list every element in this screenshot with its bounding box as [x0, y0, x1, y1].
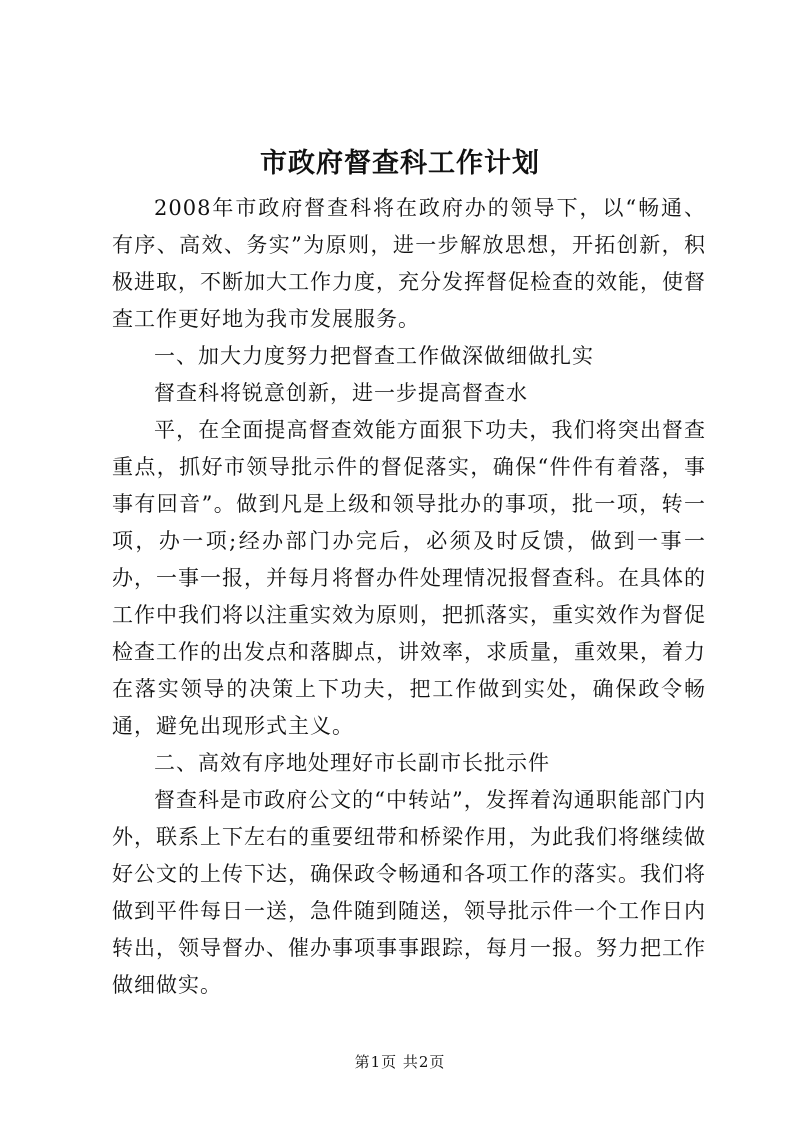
section-heading-1: 一、加大力度努力把督查工作做深做细做扎实	[154, 344, 594, 368]
document-body	[112, 190, 706, 1004]
page-footer: 第1页 共2页	[354, 1053, 446, 1071]
paragraph-section-2-body: 督查科是市政府公文的“中转站”，发挥着沟通职能部门内外，联系上下左右的重要纽带和桥梁作用，为此我们将继续做好公文的上传下达，确保政令畅通和各项工作的落实。我们将做到平件每日一送，急件随到随送，领导批示件一个工作日内转出，领导督办、催办事项事事跟踪，每月一报。努力把工作做细做实。	[112, 788, 706, 997]
document-title: 市政府督查科工作计划	[260, 148, 540, 179]
paragraph-section-1-body: 平，在全面提高督查效能方面狠下功夫，我们将突出督查重点，抓好市领导批示件的督促落实，确保“件件有着落，事事有回音”。做到凡是上级和领导批办的事项，批一项，转一项，办一项;经办部门办完后，必须及时反馈，做到一事一办，一事一报，并每月将督办件处理情况报督查科。在具体的工作中我们将以注重实效为原则，把抓落实，重实效作为督促检查工作的出发点和落脚点，讲效率，求质量，重效果，着力在落实领导的决策上下功夫，把工作做到实处，确保政令畅通，避免出现形式主义。	[112, 418, 706, 738]
section-heading-2: 二、高效有序地处理好市长副市长批示件	[154, 751, 550, 775]
paragraph-section-1-lead: 督查科将锐意创新，进一步提高督查水	[154, 381, 528, 405]
paragraph-intro: 2008年市政府督查科将在政府办的领导下，以“畅通、有序、高效、务实”为原则，进一步解放思想，开拓创新，积极进取，不断加大工作力度，充分发挥督促检查的效能，使督查工作更好地为我市发展服务。	[112, 196, 706, 331]
